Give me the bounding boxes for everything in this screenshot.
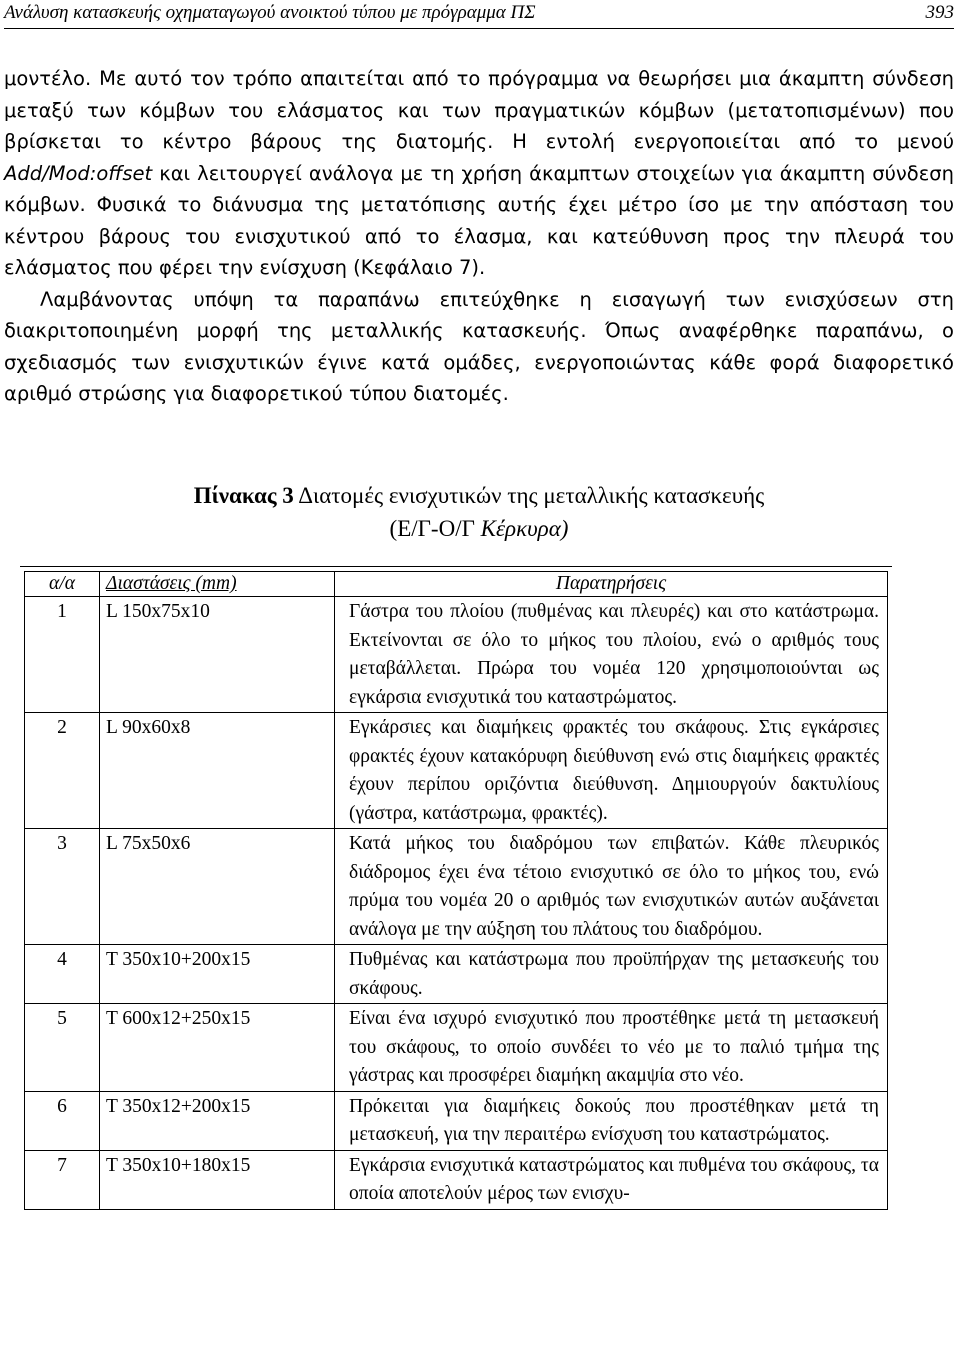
- header-dimensions: Διαστάσεις (mm): [100, 572, 335, 597]
- row-number: 2: [25, 713, 100, 829]
- row-remarks: Γάστρα του πλοίου (πυθμένας και πλευρές) και στο κατάστρωμα. Εκτείνονται σε όλο το μήκος του πλοίου, ενώ ο αριθμός τους μεταβάλλεται. Πρώρα του νομέα 120 χρησιμοποιούνται ως εγκάρσια ενισχυτικά του καταστρώματος.: [335, 597, 888, 713]
- row-remarks: Πρόκειται για διαμήκεις δοκούς που προστέθηκαν μετά τη μετασκευή, για την περαιτέρω ενίσχυση του καταστρώματος.: [335, 1091, 888, 1150]
- header-number: α/α: [25, 572, 100, 597]
- row-dimensions: L 90x60x8: [100, 713, 335, 829]
- table-row: [25, 597, 888, 713]
- table-header-row: [25, 572, 888, 597]
- row-remarks: Κατά μήκος του διαδρόμου των επιβατών. Κάθε πλευρικός διάδρομος έχει ένα τέτοιο ενισχυτικό σε όλο το μήκος του, ενώ πρύμα του νομέα 20 ο αριθμός των ενισχυτικών αυτών αυξάνεται ανάλογα με την αύξηση του πλάτους του διαδρόμου.: [335, 829, 888, 945]
- table-caption: [4, 479, 954, 545]
- row-dimensions: T 600x12+250x15: [100, 1004, 335, 1092]
- row-remarks: Είναι ένα ισχυρό ενισχυτικό που προστέθηκε μετά τη μετασκευή του σκάφους, το οποίο συνδέει το νέο με το παλιό τμήμα της γάστρας και προσφέρει διαμήκη ακαμψία στο νέο.: [335, 1004, 888, 1092]
- caption-label: Πίνακας 3: [193, 483, 294, 508]
- table-row: [25, 713, 888, 829]
- table-row: [25, 945, 888, 1004]
- row-number: 1: [25, 597, 100, 713]
- row-remarks: Εγκάρσιες και διαμήκεις φρακτές του σκάφους. Στις εγκάρσιες φρακτές έχουν κατακόρυφη διεύθυνση ενώ στις διαμήκεις φρακτές έχουν περίπου οριζόντια διεύθυνση. Δημιουργούν δακτυλίους (γάστρα, κατάστρωμα, φρακτές).: [335, 713, 888, 829]
- caption-vessel-name: Κέρκυρα): [480, 516, 569, 541]
- table-row: [25, 1091, 888, 1150]
- paragraph-2: Λαμβάνοντας υπόψη τα παραπάνω επιτεύχθηκε η εισαγωγή των ενισχύσεων στη διακριτοποιημένη μορφή της μεταλλικής κατασκευής. Όπως αναφέρθηκε παραπάνω, ο σχεδιασμός των ενισχυτικών έγινε κατά ομάδες, ενεργοποιώντας κάθε φορά διαφορετικό αριθμό στρώσης για διαφορετικού τύπου διατομές.: [4, 287, 954, 405]
- row-dimensions: L 150x75x10: [100, 597, 335, 713]
- row-number: 7: [25, 1150, 100, 1209]
- table-top-rule: [20, 566, 892, 567]
- caption-vessel-code: (Ε/Γ-Ο/Γ: [389, 516, 481, 541]
- row-remarks: Εγκάρσια ενισχυτικά καταστρώματος και πυθμένα του σκάφους, τα οποία αποτελούν μέρος των ενισχυ-: [335, 1150, 888, 1209]
- page-number: 393: [925, 2, 954, 23]
- paragraph-1-text-b: και λειτουργεί ανάλογα με τη χρήση άκαμπτων στοιχείων για άκαμπτη σύνδεση κόμβων. Φυσικά το διάνυσμα της μετατόπισης αυτής έχει μέτρο ίσο με την απόσταση του κέντρου βάρους του ενισχυτικού από το έλασμα, και κατεύθυνση προς την πλευρά του ελάσματος που φέρει την ενίσχυση (Κεφάλαιο 7).: [4, 161, 954, 279]
- row-number: 5: [25, 1004, 100, 1092]
- row-dimensions: T 350x10+180x15: [100, 1150, 335, 1209]
- table-row: [25, 1004, 888, 1092]
- caption-line-2: [4, 512, 954, 545]
- caption-line-1: [4, 479, 954, 512]
- page-header: [4, 0, 954, 29]
- caption-title: Διατομές ενισχυτικών της μεταλλικής κατασκευής: [293, 483, 765, 508]
- row-dimensions: L 75x50x6: [100, 829, 335, 945]
- table-row: [25, 829, 888, 945]
- row-remarks: Πυθμένας και κατάστρωμα που προϋπήρχαν της μετασκευής του σκάφους.: [335, 945, 888, 1004]
- body-text: [4, 63, 954, 410]
- paragraph-1-text-a: μοντέλο. Με αυτό τον τρόπο απαιτείται από το πρόγραμμα να θεωρήσει μια άκαμπτη σύνδεση μεταξύ των κόμβων του ελάσματος και των πραγματικών κόμβων (μετατοπισμένων) που βρίσκεται το κέντρο βάρους της διατομής. Η εντολή ενεργοποιείται από το μενού: [4, 67, 954, 153]
- paragraph-1: [4, 63, 954, 284]
- row-dimensions: T 350x10+200x15: [100, 945, 335, 1004]
- row-dimensions: T 350x12+200x15: [100, 1091, 335, 1150]
- header-remarks: Παρατηρήσεις: [335, 572, 888, 597]
- row-number: 4: [25, 945, 100, 1004]
- row-number: 3: [25, 829, 100, 945]
- stiffeners-table: [24, 571, 888, 1210]
- row-number: 6: [25, 1091, 100, 1150]
- table-row: [25, 1150, 888, 1209]
- menu-command: Add/Mod:offset: [4, 161, 153, 185]
- running-title: Ανάλυση κατασκευής οχηματαγωγού ανοικτού τύπου με πρόγραμμα ΠΣ: [4, 2, 536, 23]
